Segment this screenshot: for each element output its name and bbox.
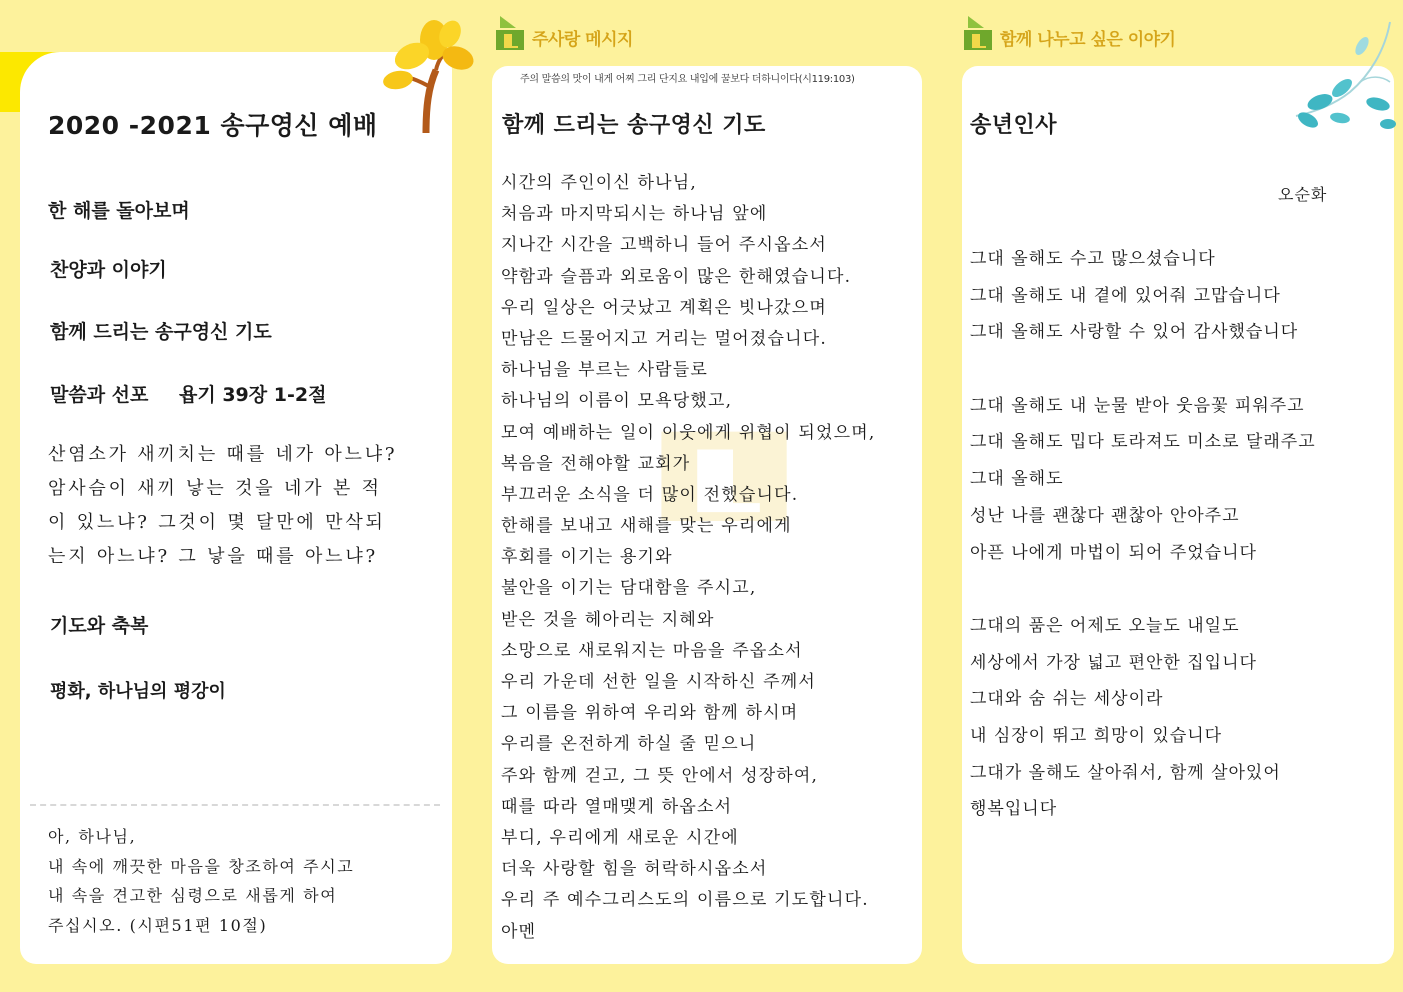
sermon-reference: 욥기 39장 1-2절	[179, 384, 327, 406]
psalm-line: 아, 하나님,	[48, 827, 137, 846]
teal-branch-icon	[1290, 20, 1400, 135]
sermon-label: 말씀과 선포	[50, 384, 149, 406]
poem-line: 그대의 품은 어제도 오늘도 내일도	[970, 615, 1240, 636]
scripture-line: 산염소가 새끼치는 때를 네가 아느냐?	[48, 444, 398, 465]
prayer-line: 때를 따라 열매맺게 하옵소서	[501, 796, 733, 817]
prayer-line: 더욱 사랑할 힘을 허락하시옵소서	[501, 859, 768, 880]
scripture-line: 는지 아느냐? 그 낳을 때를 아느냐?	[48, 546, 378, 567]
item-joint-prayer: 함께 드리는 송구영신 기도	[50, 321, 272, 343]
poem-line: 그대 올해도 내 눈물 받아 웃음꽃 피워주고	[970, 395, 1305, 416]
prayer-line: 우리 주 예수그리스도의 이름으로 기도합니다.	[501, 890, 869, 911]
prayer-line: 불안을 이기는 담대함을 주시고,	[501, 578, 757, 599]
prayer-line: 지나간 시간을 고백하니 들어 주시옵소서	[501, 235, 827, 256]
prayer-line: 한해를 보내고 새해를 맞는 우리에게	[501, 516, 792, 537]
prayer-line: 만남은 드물어지고 거리는 멀어졌습니다.	[501, 328, 827, 349]
scripture-line: 이 있느냐? 그것이 몇 달만에 만삭되	[48, 512, 386, 533]
prayer-body	[501, 168, 875, 948]
prayer-line: 우리 가운데 선한 일을 시작하신 주께서	[501, 672, 816, 692]
message-section-header	[494, 14, 633, 52]
poem-line: 그대와 숨 쉬는 세상이라	[970, 689, 1164, 710]
poem-line: 그대 올해도 내 곁에 있어줘 고맙습니다	[970, 285, 1281, 306]
poem-line: 그대가 올해도 살아줘서, 함께 살아있어	[970, 762, 1281, 783]
prayer-title: 함께 드리는 송구영신 기도	[502, 113, 766, 138]
header-verse: 주의 말씀의 맛이 내게 어찌 그리 단지요 내입에 꿀보다 더하니이다(시119:103)	[520, 74, 855, 85]
poem-body	[970, 244, 1316, 831]
item-peace: 평화, 하나님의 평강이	[50, 681, 226, 702]
prayer-line: 시간의 주인이신 하나님,	[501, 173, 698, 193]
poem-line: 성난 나를 괜찮다 괜찮아 안아주고	[970, 505, 1240, 526]
poem-line: 행복입니다	[970, 799, 1058, 820]
item-praise-story: 찬양과 이야기	[50, 259, 167, 281]
prayer-line: 받은 것을 헤아리는 지혜와	[501, 609, 715, 630]
prayer-line: 처음과 마지막되시는 하나님 앞에	[501, 204, 768, 225]
story-section-label: 함께 나누고 싶은 이야기	[1000, 30, 1176, 50]
item-prayer-blessing: 기도와 축복	[50, 615, 149, 637]
poem-line: 그대 올해도 밉다 토라져도 미소로 달래주고	[970, 432, 1316, 453]
poem-line: 세상에서 가장 넓고 편안한 집입니다	[970, 652, 1257, 673]
prayer-line: 아멘	[501, 921, 537, 942]
prayer-line: 하나님을 부르는 사람들로	[501, 360, 709, 381]
psalm-line: 내 속에 깨끗한 마음을 창조하여 주시고	[48, 856, 355, 876]
prayer-line: 그 이름을 위하여 우리와 함께 하시며	[501, 703, 799, 724]
section-logo-icon	[494, 14, 530, 52]
greeting-title: 송년인사	[970, 113, 1058, 138]
scripture-line: 암사슴이 새끼 낳는 것을 네가 본 적	[48, 478, 382, 499]
service-title: 2020 -2021 송구영신 예배	[48, 111, 378, 140]
prayer-line: 소망으로 새로워지는 마음을 주옵소서	[501, 640, 803, 661]
poem-author: 오순화	[1278, 185, 1328, 204]
poem-line: 그대 올해도 사랑할 수 있어 감사했습니다	[970, 322, 1299, 343]
psalm-line: 주십시오. (시편51편 10절)	[48, 915, 268, 935]
psalm-line: 내 속을 견고한 심령으로 새롭게 하여	[48, 886, 338, 905]
psalm-prayer	[48, 824, 354, 942]
stanza-break	[970, 354, 1316, 391]
prayer-line: 복음을 전해야할 교회가	[501, 453, 691, 474]
prayer-line: 하나님의 이름이 모욕당했고,	[501, 391, 733, 412]
poem-line: 그대 올해도 수고 많으셨습니다	[970, 249, 1216, 269]
prayer-line: 우리 일상은 어긋났고 계획은 빗나갔으며	[501, 297, 827, 318]
prayer-line: 주와 함께 걷고, 그 뜻 안에서 성장하여,	[501, 765, 819, 786]
sermon-heading	[50, 380, 326, 407]
scripture-passage	[48, 440, 397, 576]
item-look-back: 한 해를 돌아보며	[48, 200, 190, 222]
story-section-header	[962, 14, 1175, 52]
divider	[30, 804, 440, 806]
poem-line: 내 심장이 뛰고 희망이 있습니다	[970, 725, 1223, 746]
poem-line: 아픈 나에게 마법이 되어 주었습니다	[970, 542, 1257, 563]
poem-line: 그대 올해도	[970, 469, 1064, 490]
stanza-break	[970, 574, 1316, 611]
prayer-line: 약함과 슬픔과 외로움이 많은 한해였습니다.	[501, 266, 852, 287]
section-logo-icon	[962, 14, 998, 52]
prayer-line: 우리를 온전하게 하실 줄 믿으니	[501, 734, 757, 755]
prayer-line: 부끄러운 소식을 더 많이 전했습니다.	[501, 484, 799, 505]
tree-leaves-icon	[378, 18, 478, 133]
prayer-line: 후회를 이기는 용기와	[501, 547, 673, 568]
message-section-label: 주사랑 메시지	[532, 30, 633, 50]
prayer-line: 모여 예배하는 일이 이웃에게 위협이 되었으며,	[501, 422, 876, 443]
prayer-line: 부디, 우리에게 새로운 시간에	[501, 827, 739, 848]
